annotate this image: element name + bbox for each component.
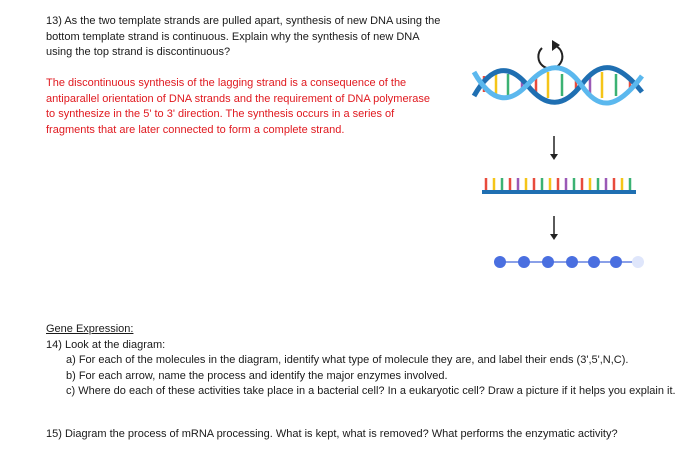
down-arrow-icon xyxy=(550,216,558,240)
section-heading: Gene Expression: xyxy=(46,323,134,335)
question-13: 13) As the two template strands are pulled apart, synthesis of new DNA using the bottom template strand is continuous. Explain why the synthesis of new DNA using the top strand is discontinuous? xyxy=(46,15,441,58)
central-dogma-diagram xyxy=(470,36,650,276)
question-14a: a) For each of the molecules in the diagram, identify what type of molecule they are, and label their ends (3',5',N,C). xyxy=(66,354,629,366)
question-14b: b) For each arrow, name the process and identify the major enzymes involved. xyxy=(66,369,448,382)
gene-expression-section xyxy=(46,322,686,400)
question-14c: c) Where do each of these activities take place in a bacterial cell? In a eukaryotic cell? Draw a picture if it helps you explain it. xyxy=(66,385,676,397)
dna-double-helix-icon xyxy=(474,68,642,103)
down-arrow-icon xyxy=(550,136,558,160)
question-15: 15) Diagram the process of mRNA processing. What is kept, what is removed? What performs the enzymatic activity? xyxy=(46,428,618,440)
mrna-strand-icon xyxy=(482,178,636,192)
circular-arrow-icon xyxy=(538,40,562,69)
protein-chain-icon xyxy=(494,256,644,268)
question-14: 14) Look at the diagram: xyxy=(46,338,166,351)
answer-text: The discontinuous synthesis of the lagging strand is a consequence of the antiparallel orientation of DNA strands and the requirement of DNA polymerase to synthesize in the 5' to 3' direction. The synthesis occurs in a series of fragments that are later connected to form a complete strand. xyxy=(46,77,430,136)
